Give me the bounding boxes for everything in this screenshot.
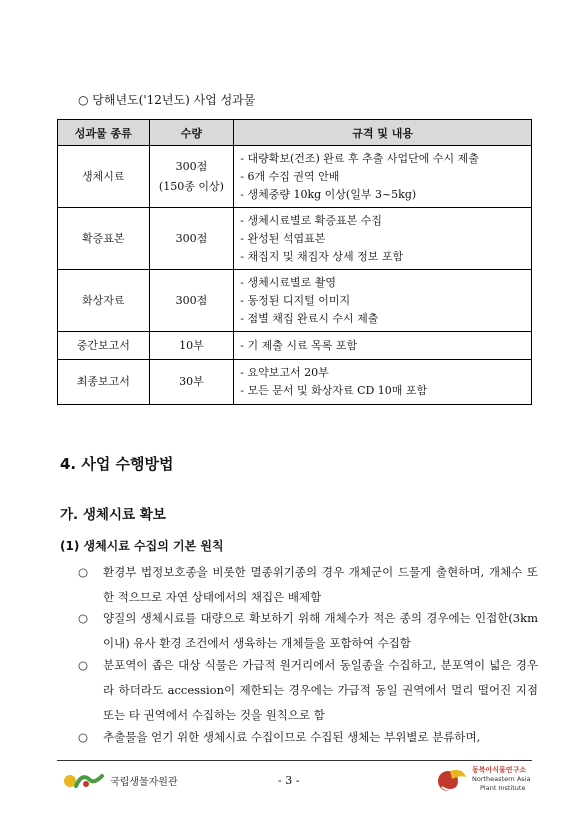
- footer-divider: [57, 760, 532, 761]
- header-spec: 규격 및 내용: [234, 120, 532, 146]
- bullet-mark: ○: [78, 565, 89, 579]
- row-details: [234, 270, 532, 332]
- row-type: 최종보고서: [58, 360, 150, 405]
- institute-name-en: Northeastern Asia: [472, 775, 531, 783]
- bullet-item: [78, 653, 538, 728]
- footer-left-logo: [62, 770, 178, 790]
- row-qty: 30부: [149, 360, 234, 405]
- table-row: [58, 208, 532, 270]
- section-heading-4: 4. 사업 수행방법: [60, 455, 174, 473]
- bullet-item: [78, 560, 538, 610]
- bullet-item: [78, 725, 538, 750]
- detail-line: - 대량확보(건조) 완료 후 추출 사업단에 수시 제출: [240, 151, 479, 165]
- footer-right-logo: [436, 766, 530, 793]
- row-details: [234, 146, 532, 208]
- nibr-logo-icon: [62, 770, 106, 790]
- bullet-text: 분포역이 좁은 대상 식물은 가급적 원거리에서 동일종을 수집하고, 분포역이 넓은 경우라 하더라도 accession이 제한되는 경우에는 가급적 동일 권역에서 멀리 떨어진 지점 또는 타 권역에서 수집하는 것을 원칙으로 함: [103, 658, 538, 722]
- detail-line: - 동정된 디지털 이미지: [240, 293, 351, 307]
- detail-line: - 채집지 및 채집자 상세 정보 포함: [240, 249, 404, 263]
- row-type: 중간보고서: [58, 332, 150, 360]
- row-details: [234, 360, 532, 405]
- detail-line: - 생체시료별로 확증표본 수집: [240, 213, 382, 227]
- institute-name-ko: 동북아식물연구소: [472, 766, 527, 774]
- row-type: 확증표본: [58, 208, 150, 270]
- row-qty: 300점: [149, 208, 234, 270]
- detail-line: - 기 제출 시료 목록 포함: [240, 338, 358, 352]
- detail-line: - 생체중량 10kg 이상(일부 3~5kg): [240, 187, 417, 201]
- footer-org-name: 국립생물자원관: [110, 776, 178, 788]
- row-details: [234, 332, 532, 360]
- table-header-row: [58, 120, 532, 146]
- header-type: 성과물 종류: [58, 120, 150, 146]
- detail-line: - 완성된 석엽표본: [240, 231, 326, 245]
- bullet-item: [78, 606, 538, 656]
- bullet-text: 양질의 생체시료를 대량으로 확보하기 위해 개체수가 적은 종의 경우에는 인접한(3km 이내) 유사 환경 조건에서 생육하는 개체들을 포함하여 수집함: [103, 611, 538, 650]
- row-type: 화상자료: [58, 270, 150, 332]
- section-heading-1: (1) 생체시료 수집의 기본 원칙: [60, 539, 224, 553]
- institute-name-en: Plant Institute: [480, 784, 526, 792]
- section-heading-ga: 가. 생체시료 확보: [60, 507, 166, 523]
- detail-line: - 생체시료별로 촬영: [240, 275, 336, 289]
- detail-line: - 요약보고서 20부: [240, 366, 329, 379]
- row-details: [234, 208, 532, 270]
- bullet-text: 추출물을 얻기 위한 생체시료 수집이므로 수집된 생체는 부위별로 분류하며,: [103, 730, 481, 744]
- row-qty: 10부: [149, 332, 234, 360]
- row-type: 생체시료: [58, 146, 150, 208]
- table-row: [58, 332, 532, 360]
- detail-line: - 6개 수집 권역 안배: [240, 169, 340, 183]
- detail-line: - 점별 채집 완료시 수시 제출: [240, 311, 379, 325]
- detail-line: - 모든 문서 및 화상자료 CD 10매 포함: [240, 384, 428, 397]
- page-number: - 3 -: [278, 774, 300, 787]
- header-qty: 수량: [149, 120, 234, 146]
- bullet-mark: ○: [78, 730, 89, 744]
- row-qty: 300점: [149, 270, 234, 332]
- results-table: [57, 119, 532, 405]
- bullet-mark: ○: [78, 611, 89, 625]
- table-row: [58, 270, 532, 332]
- bullet-text: 환경부 법정보호종을 비롯한 멸종위기종의 경우 개체군이 드물게 출현하며, 개체수 또한 적으므로 자연 상태에서의 채집은 배제함: [103, 565, 538, 604]
- row-qty-main: 300점: [175, 159, 208, 173]
- row-qty-sub: (150종 이상): [158, 179, 224, 193]
- table-row: [58, 146, 532, 208]
- institute-name: [472, 766, 530, 793]
- institute-logo-icon: [436, 767, 468, 793]
- intro-line: ○ 당해년도('12년도) 사업 성과물: [78, 93, 256, 107]
- table-row: [58, 360, 532, 405]
- row-qty: [149, 146, 234, 208]
- bullet-mark: ○: [78, 658, 89, 672]
